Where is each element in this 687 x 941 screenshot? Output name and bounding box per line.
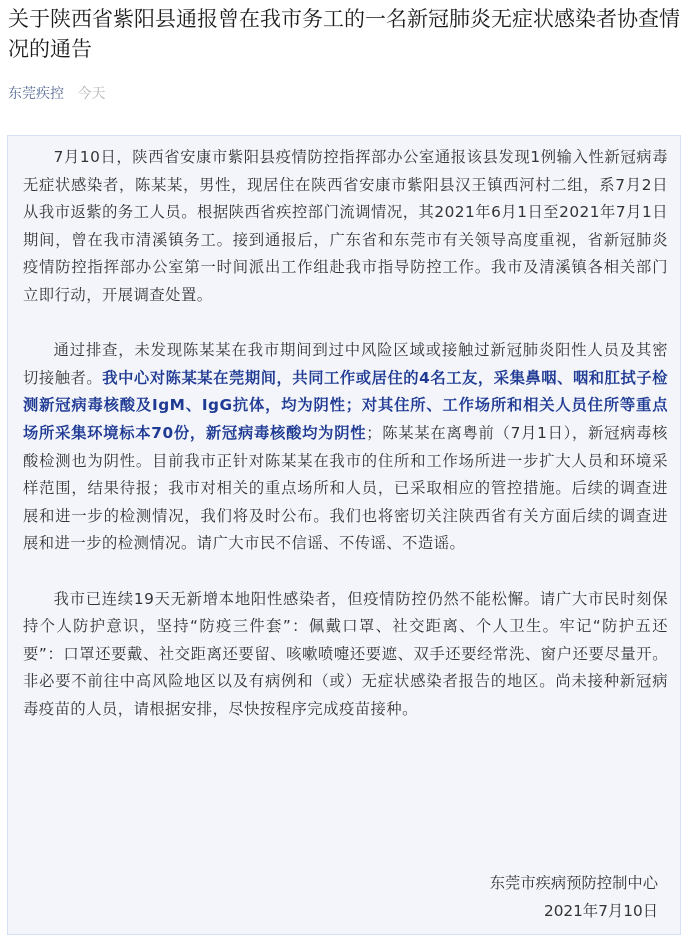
article-source-link[interactable]: 东莞疾控: [8, 86, 64, 102]
paragraph-1-text: 7月10日，陕西省安康市紫阳县疫情防控指挥部办公室通报该县发现1例输入性新冠病毒无症状感染者，陈某某，男性，现居住在陕西省安康市紫阳县汉王镇西河村二组，系7月2日从我市返紫的务工人员。根据陕西省疾控部门流调情况，其2021年6月1日至2021年7月1日期间，曾在我市清溪镇务工。接到通报后，广东省和东莞市有关领导高度重视，省新冠肺炎疫情防控指挥部办公室第一时间派出工作组赴我市指导防控工作。我市及清溪镇各相关部门立即行动，开展调查处置。: [23, 148, 668, 304]
paragraph-2-text-intro: 通过排查，未发现陈某某在我市期间到过中风险区域或接触过新冠肺炎阳性人员及其密切接触者。: [23, 341, 668, 387]
signature-organization: 东莞市疾病预防控制中心: [489, 874, 658, 892]
article-meta: [8, 84, 105, 104]
paragraph-2-text-emphasis: 我中心对陈某某在莞期间，共同工作或居住的4名工友，采集鼻咽、咽和肛拭子检测新冠病毒核酸及IgM、IgG抗体，均为阴性；对其住所、工作场所和相关人员住所等重点场所采集环境标本70份，新冠病毒核酸均为阴性: [23, 368, 668, 442]
paragraph-2: [23, 337, 668, 558]
notice-box: [7, 135, 681, 935]
paragraph-2-text-rest: ；陈某某在离粤前（7月1日），新冠病毒核酸检测也为阴性。目前我市正针对陈某某在我市的住所和工作场所进一步扩大人员和环境采样范围，结果待报；我市对相关的重点场所和人员，已采取相应的管控措施。后续的调查进展和进一步的检测情况，我们将及时公布。我们也将密切关注陕西省有关方面后续的调查进展和进一步的检测情况。请广大市民不信谣、不传谣、不造谣。: [23, 423, 668, 553]
signature-date: 2021年7月10日: [543, 902, 658, 920]
paragraph-1: [23, 144, 668, 310]
paragraph-3-text: 我市已连续19天无新增本地阳性感染者，但疫情防控仍然不能松懈。请广大市民时刻保持个人防护意识，坚持“防疫三件套”：佩戴口罩、社交距离、个人卫生。牢记“防护五还要”：口罩还要戴、社交距离还要留、咳嗽喷嚏还要遮、双手还要经常洗、窗户还要尽量开。非必要不前往中高风险地区以及有病例和（或）无症状感染者报告的地区。尚未接种新冠病毒疫苗的人员，请根据安排，尽快按程序完成疫苗接种。: [23, 589, 668, 718]
article-publish-date: 今天: [77, 86, 106, 102]
notice-body: [23, 144, 668, 723]
article-title: 关于陕西省紫阳县通报曾在我市务工的一名新冠肺炎无症状感染者协查情况的通告: [8, 7, 680, 61]
paragraph-3: [23, 586, 668, 724]
signature-block: [490, 869, 658, 925]
